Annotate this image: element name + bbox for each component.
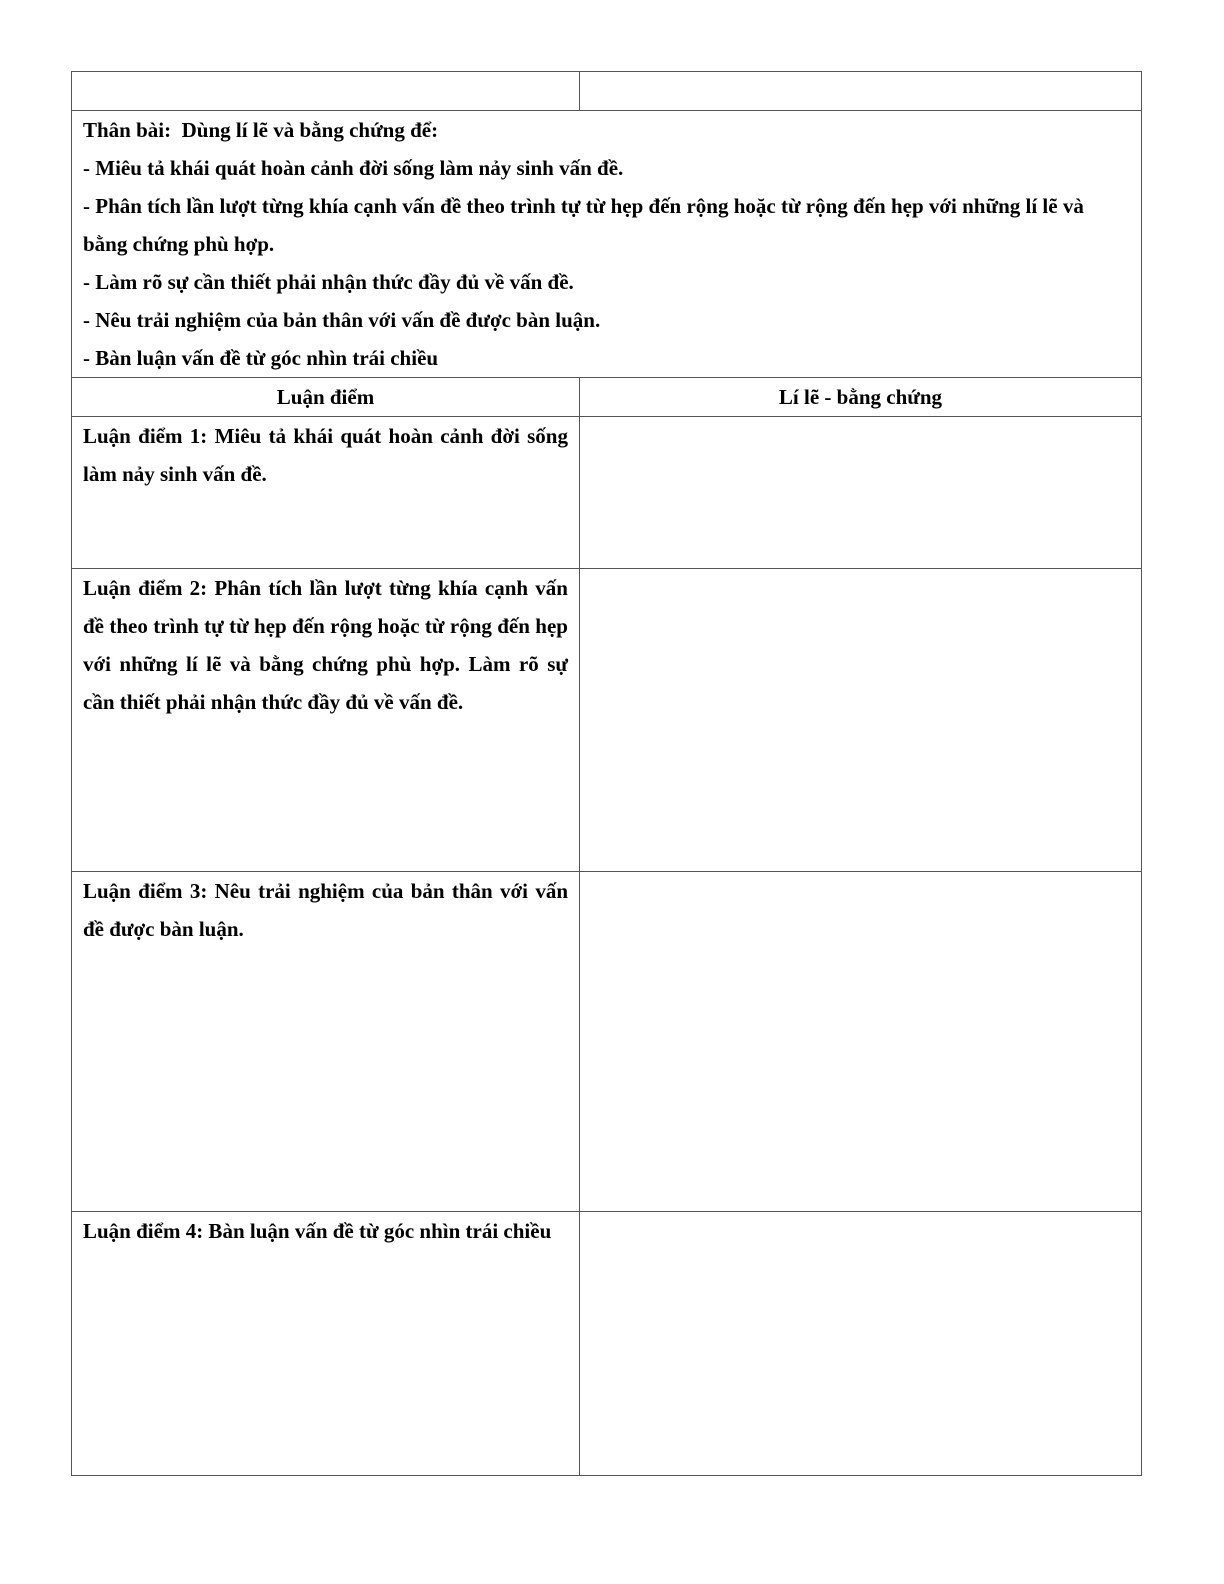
header-luan-diem: Luận điểm: [72, 378, 580, 417]
point-cell: [72, 417, 580, 569]
intro-cell: [72, 111, 1142, 378]
outline-table: [71, 71, 1142, 1476]
intro-bullet: - Miêu tả khái quát hoàn cảnh đời sống làm nảy sinh vấn đề.: [83, 156, 624, 180]
intro-bullet: - Làm rõ sự cần thiết phải nhận thức đầy đủ về vấn đề.: [83, 270, 574, 294]
intro-title-text: Dùng lí lẽ và bằng chứng để:: [181, 118, 439, 142]
intro-title-label: Thân bài:: [83, 118, 172, 142]
intro-title-line: [83, 111, 1130, 149]
point-text: Luận điểm 4: Bàn luận vấn đề từ góc nhìn trái chiều: [83, 1219, 552, 1243]
intro-bullet: - Nêu trải nghiệm của bản thân với vấn đề được bàn luận.: [83, 308, 601, 332]
intro-bullet: - Bàn luận vấn đề từ góc nhìn trái chiều: [83, 346, 439, 370]
top-empty-row: [72, 72, 1142, 111]
worksheet-page: [71, 71, 1141, 1476]
table-row: [72, 1212, 1142, 1476]
evidence-cell[interactable]: [580, 417, 1142, 569]
evidence-cell[interactable]: [580, 872, 1142, 1212]
top-empty-cell-right[interactable]: [580, 72, 1142, 111]
intro-row: [72, 111, 1142, 378]
table-row: [72, 417, 1142, 569]
point-cell: [72, 569, 580, 872]
table-row: [72, 569, 1142, 872]
evidence-cell[interactable]: [580, 1212, 1142, 1476]
point-cell: [72, 1212, 580, 1476]
evidence-cell[interactable]: [580, 569, 1142, 872]
top-empty-cell-left[interactable]: [72, 72, 580, 111]
point-cell: [72, 872, 580, 1212]
header-li-le-bang-chung: Lí lẽ - bằng chứng: [580, 378, 1142, 417]
intro-bullet: - Phân tích lần lượt từng khía cạnh vấn đề theo trình tự từ hẹp đến rộng hoặc từ rộng đến hẹp với những lí lẽ và bằng chứng phù hợp.: [83, 194, 1084, 256]
point-text: Luận điểm 3: Nêu trải nghiệm của bản thân với vấn đề được bàn luận.: [83, 879, 568, 941]
table-header-row: [72, 378, 1142, 417]
table-row: [72, 872, 1142, 1212]
point-text: Luận điểm 1: Miêu tả khái quát hoàn cảnh đời sống làm nảy sinh vấn đề.: [83, 424, 568, 486]
point-text: Luận điểm 2: Phân tích lần lượt từng khía cạnh vấn đề theo trình tự từ hẹp đến rộng hoặc từ rộng đến hẹp với những lí lẽ và bằng chứng phù hợp. Làm rõ sự cần thiết phải nhận thức đầy đủ về vấn đề.: [83, 576, 568, 714]
